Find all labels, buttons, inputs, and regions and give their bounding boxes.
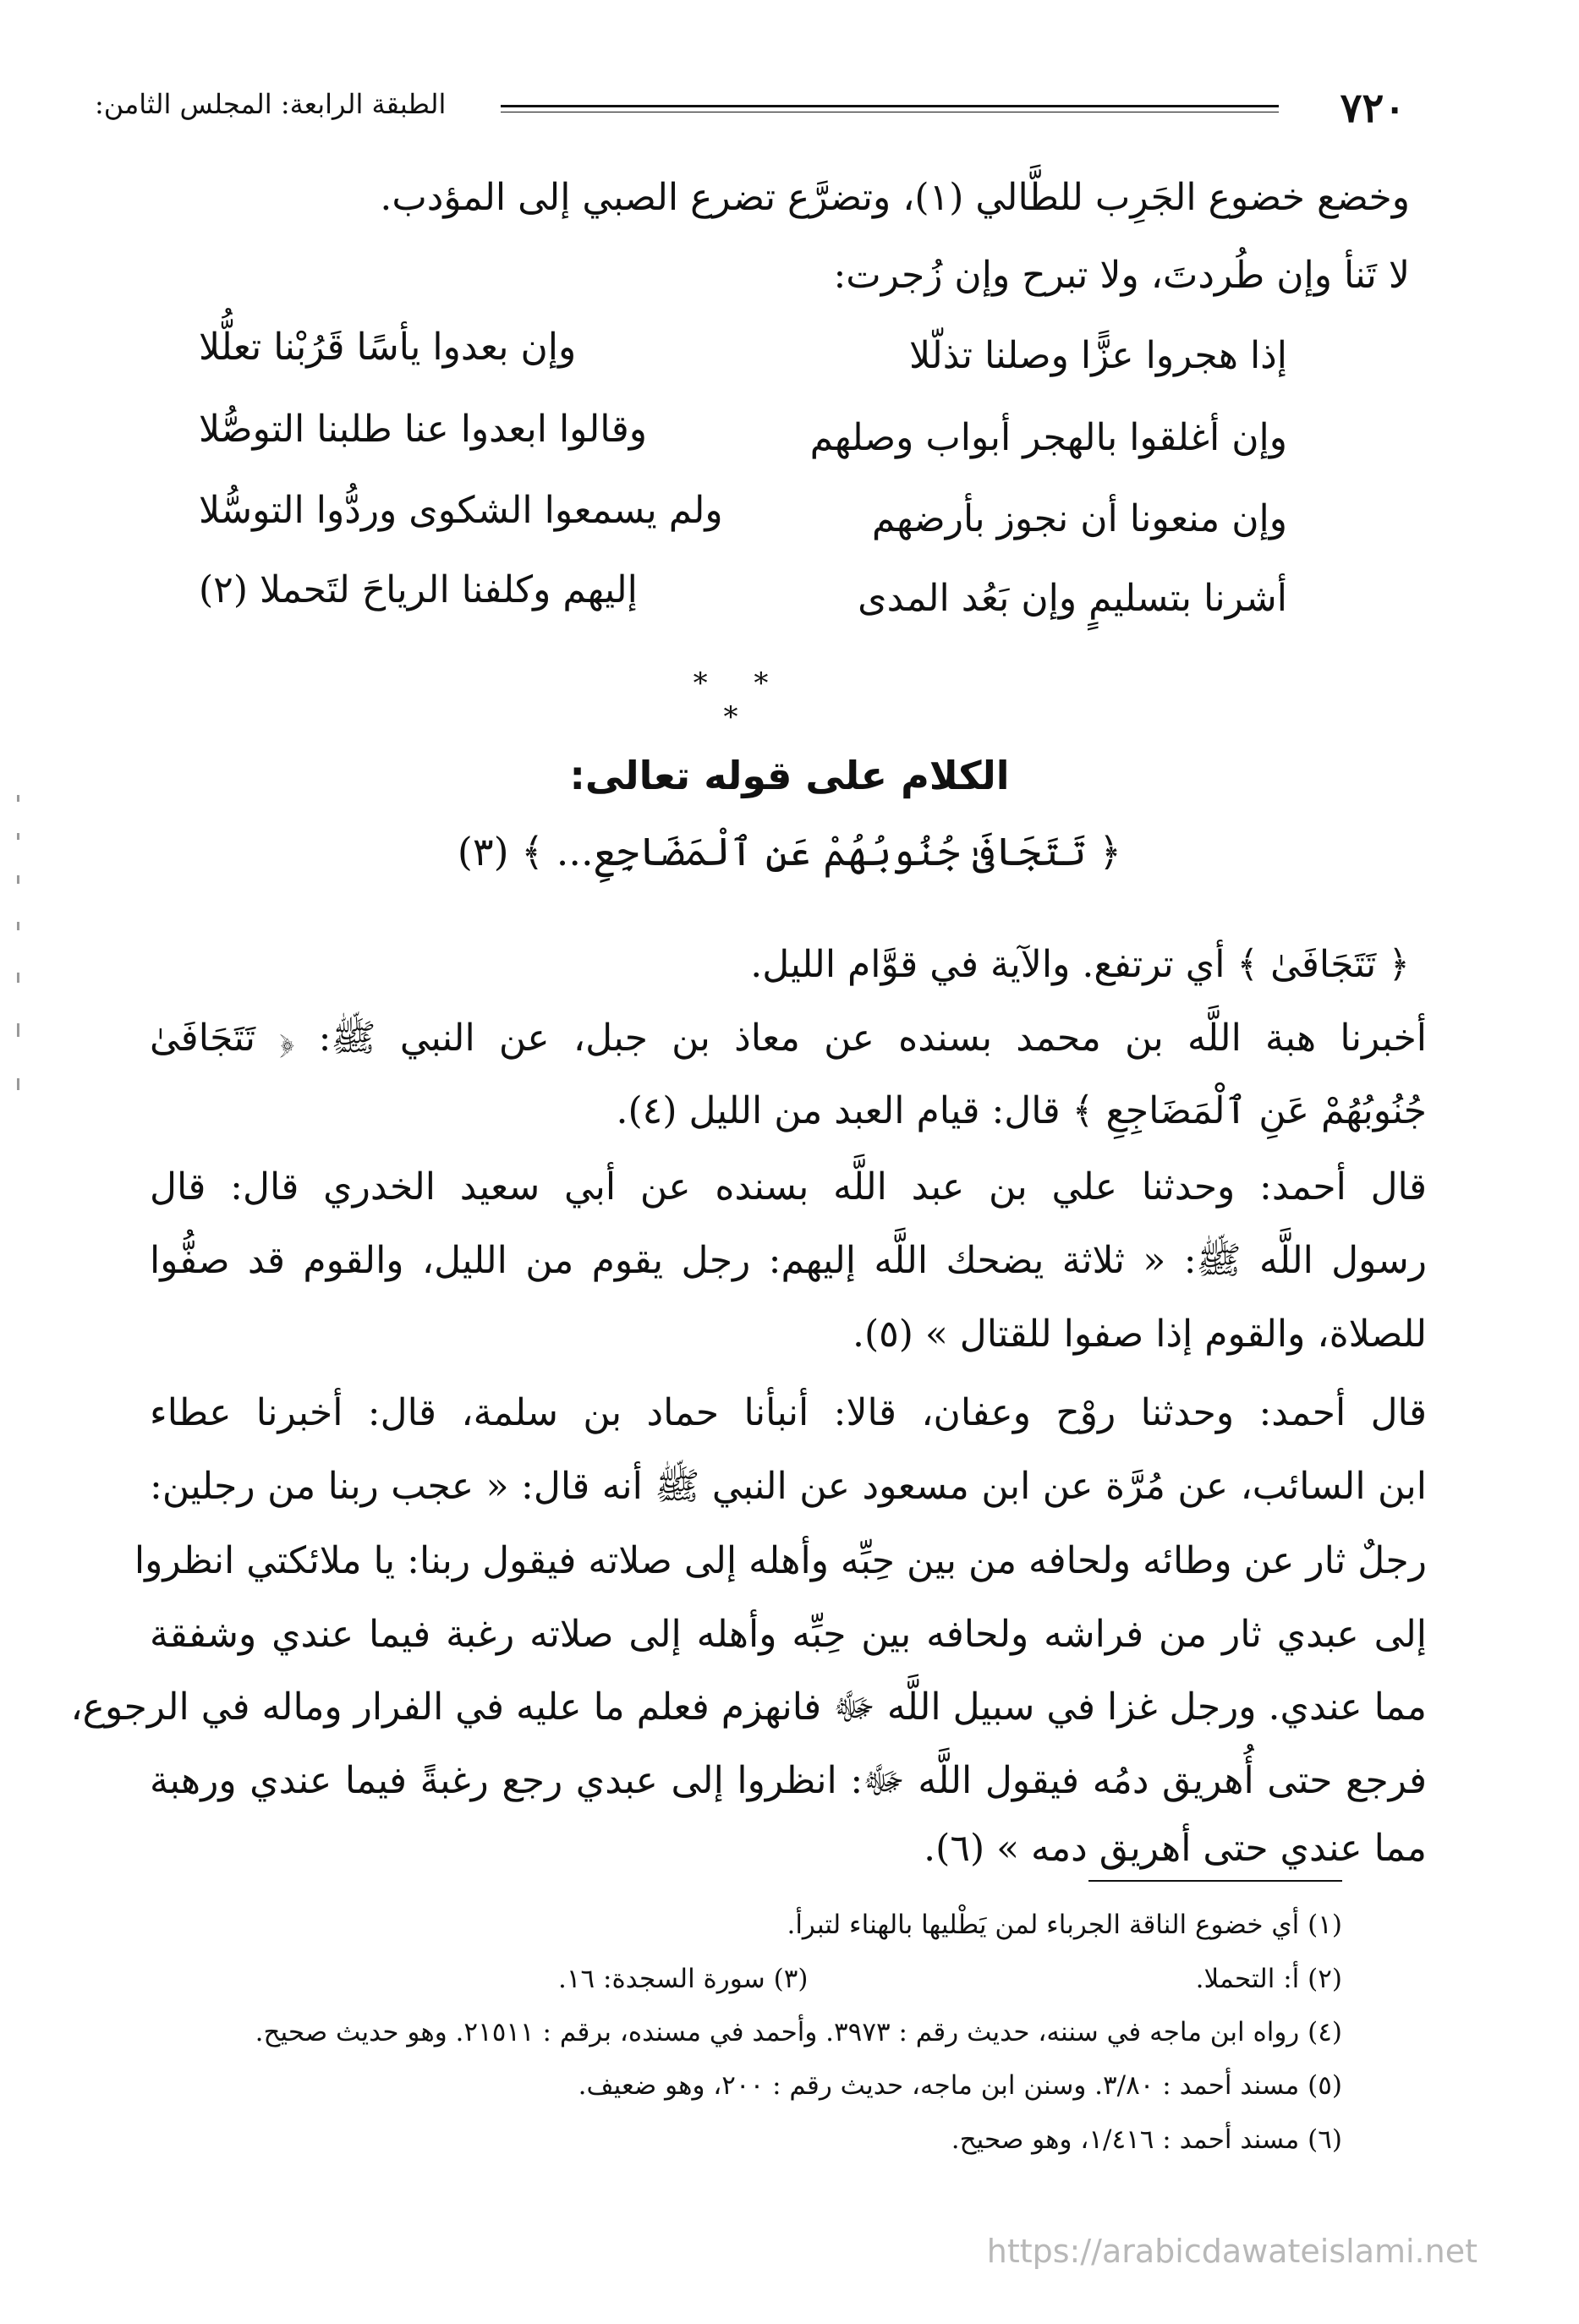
section-heading: الكلام على قوله تعالى:	[569, 753, 1010, 798]
poem-hemistich-left: إليهم وكلفنا الرياحَ لتَحملا (٢)	[199, 568, 638, 611]
body-line: مما عندي حتى أهريق دمه » (٦).	[924, 1827, 1427, 1870]
body-line: فرجع حتى أُهريق دمُه فيقول اللَّه ﷻ: انظروا إلى عبدي رجع رغبةً فيما عندي ورهبة	[150, 1759, 1427, 1802]
body-line: رسول اللَّه ﷺ: « ثلاثة يضحك اللَّه إليهم: رجل يقوم من الليل، والقوم قد صفُّوا	[150, 1239, 1427, 1282]
poem-hemistich-right: وإن أغلقوا بالهجر أبواب وصلهم	[809, 416, 1287, 459]
poem-hemistich-right: وإن منعونا أن نجوز بأرضهم	[871, 497, 1287, 540]
body-line: قال أحمد: وحدثنا علي بن عبد اللَّه بسنده عن أبي سعيد الخدري قال: قال	[150, 1165, 1427, 1209]
page-header	[95, 85, 1406, 135]
footnote: (٥) مسند أحمد : ٣/٨٠. وسنن ابن ماجه، حديث رقم : ٢٠٠، وهو ضعيف.	[578, 2070, 1342, 2101]
body-line: ﴿ تَتَجَافَىٰ ﴾ أي ترتفع. والآية في قوَّام الليل.	[750, 943, 1410, 986]
body-line: إلى عبدي ثار من فراشه ولحافه بين حِبِّه وأهله إلى صلاته رغبة فيما عندي وشفقة	[150, 1613, 1427, 1656]
scan-margin-mark	[17, 922, 19, 930]
body-line: مما عندي. ورجل غزا في سبيل اللَّه ﷻ فانهزم فعلم ما عليه في الفرار وماله في الرجوع،	[70, 1685, 1427, 1729]
scan-margin-mark	[17, 833, 19, 840]
footnote: (١) أي خضوع الناقة الجرباء لمن يَطْليها بالهناء لتبرأ.	[787, 1910, 1342, 1940]
footnote: (٣) سورة السجدة: ١٦.	[558, 1964, 809, 1994]
intro-line: لا تَنأ وإن طُردتَ، ولا تبرح وإن زُجرت:	[833, 254, 1410, 297]
page-number: ٧٢٠	[1340, 85, 1406, 132]
poem-hemistich-right: إذا هجروا عزًّا وصلنا تذلّلا	[909, 334, 1287, 377]
body-line: أخبرنا هبة اللَّه بن محمد بسنده عن معاذ بن جبل، عن النبي ﷺ: ﴿ تَتَجَافَىٰ	[150, 1017, 1427, 1060]
footnote: (٤) رواه ابن ماجه في سننه، حديث رقم : ٣٩٧٣. وأحمد في مسنده، برقم : ٢١٥١١. وهو حديث صحيح.	[255, 2017, 1342, 2047]
watermark-url[interactable]: https://arabicdawateislami.net	[986, 2233, 1478, 2270]
footnote-rule	[1088, 1880, 1342, 1882]
scan-margin-mark	[17, 795, 19, 802]
intro-line: وخضع خضوع الجَرِب للطَّالي (١)، وتضرَّع تضرع الصبي إلى المؤدب.	[380, 176, 1410, 219]
poem-hemistich-left: ولم يسمعوا الشكوى وردُّوا التوسُّلا	[199, 489, 723, 532]
quran-verse-title: ﴿ تَتَجَافَىٰ جُنُوبُهُمْ عَنِ ٱلْمَضَاجِعِ... ﴾ (٣)	[457, 829, 1122, 874]
poem-hemistich-left: وإن بعدوا يأسًا قَرُبْنا تعلُّلا	[199, 326, 577, 369]
scan-margin-mark	[17, 1078, 19, 1090]
section-separator: * * *	[693, 666, 787, 734]
header-rule	[501, 105, 1279, 107]
poem-hemistich-left: وقالوا ابعدوا عنا طلبنا التوصُّلا	[199, 408, 647, 451]
footnote: (٢) أ: التحملا.	[1195, 1964, 1342, 1994]
body-line: رجلٌ ثار عن وطائه ولحافه من بين حِبِّه وأهله إلى صلاته فيقول ربنا: يا ملائكتي انظروا	[134, 1539, 1427, 1582]
body-line: قال أحمد: وحدثنا روْح وعفان، قالا: أنبأنا حماد بن سلمة، قال: أخبرنا عطاء	[150, 1391, 1427, 1434]
body-line: جُنُوبُهُمْ عَنِ ٱلْمَضَاجِعِ ﴾ قال: قيام العبد من الليل (٤).	[616, 1089, 1427, 1132]
scan-margin-mark	[17, 973, 19, 983]
scan-margin-mark	[17, 875, 19, 884]
running-title: الطبقة الرابعة: المجلس الثامن:	[95, 88, 447, 120]
body-line: للصلاة، والقوم إذا صفوا للقتال » (٥).	[852, 1313, 1427, 1356]
footnote: (٦) مسند أحمد : ١/٤١٦، وهو صحيح.	[951, 2124, 1342, 2155]
poem-hemistich-right: أشرنا بتسليمٍ وإن بَعُد المدى	[858, 577, 1287, 620]
scan-margin-mark	[17, 1023, 19, 1037]
body-line: ابن السائب، عن مُرَّة عن ابن مسعود عن النبي ﷺ أنه قال: « عجب ربنا من رجلين:	[150, 1465, 1427, 1508]
